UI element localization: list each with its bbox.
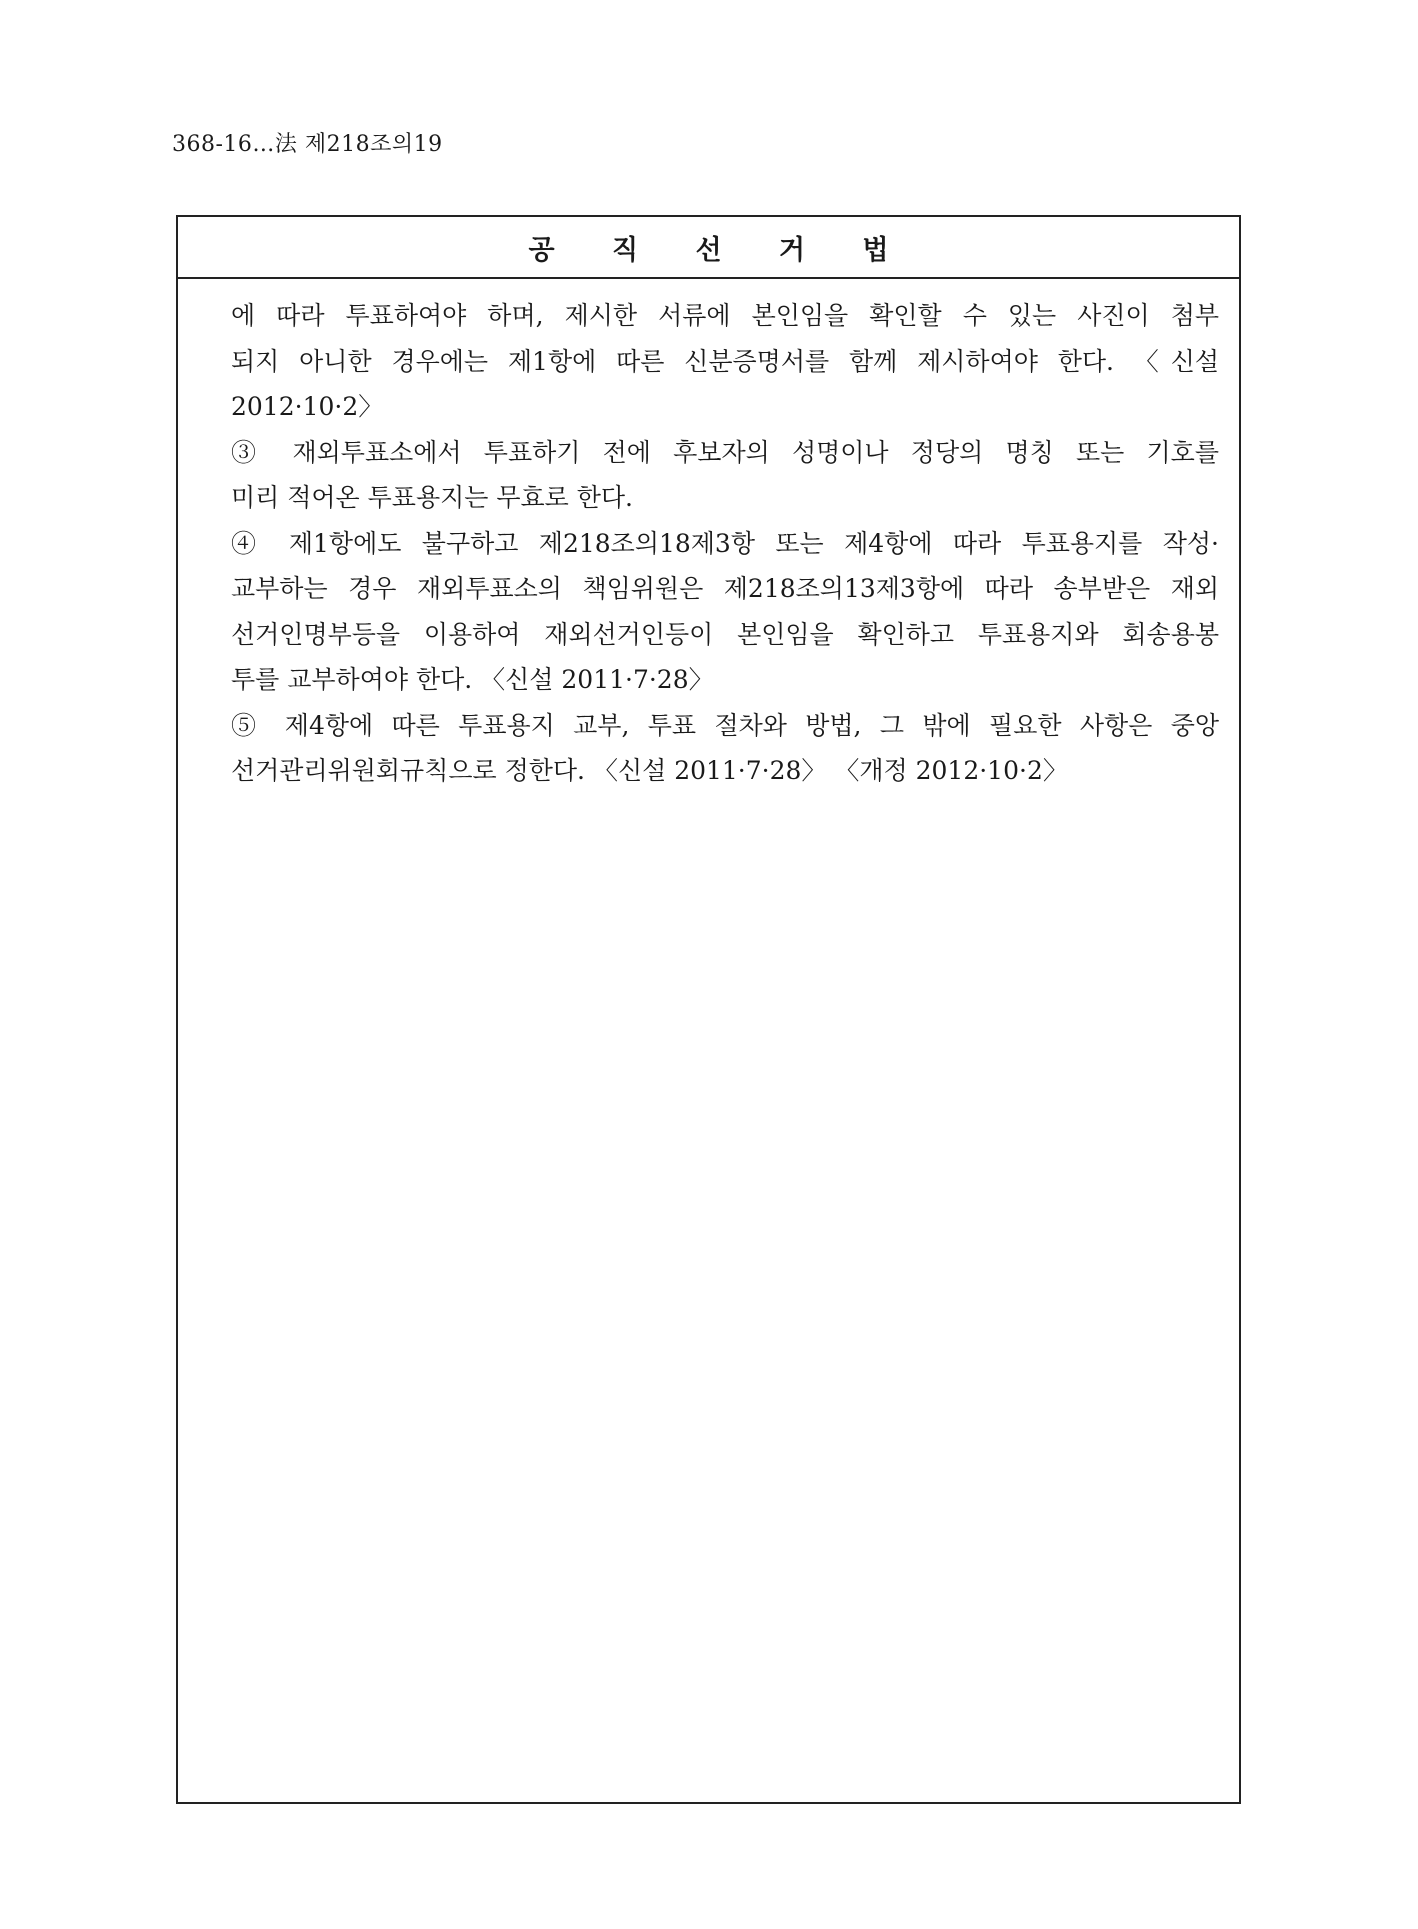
text-line: 되지 아니한 경우에는 제1항에 따른 신분증명서를 함께 제시하여야 한다. 〈신설 [231, 346, 1219, 376]
paragraph-3 [231, 430, 1219, 521]
text-line: 교부하는 경우 재외투표소의 책임위원은 제218조의13제3항에 따라 송부받은 재외 [231, 574, 1219, 603]
paragraph-4 [231, 521, 1219, 703]
text-line: ④ 제1항에도 불구하고 제218조의18제3항 또는 제4항에 따라 투표용지를 작성· [231, 528, 1219, 558]
text-line: ③ 재외투표소에서 투표하기 전에 후보자의 성명이나 정당의 명칭 또는 기호를 [231, 437, 1219, 467]
paragraph-5 [231, 703, 1219, 794]
law-body [231, 293, 1219, 794]
text-line: ⑤ 제4항에 따른 투표용지 교부, 투표 절차와 방법, 그 밖에 필요한 사항은 중앙 [231, 710, 1219, 740]
running-header: 368-16…法 제218조의19 [172, 132, 443, 157]
text-line: 선거인명부등을 이용하여 재외선거인등이 본인임을 확인하고 투표용지와 회송용봉 [231, 619, 1219, 649]
paragraph-continuation [231, 293, 1219, 430]
law-text-frame [176, 215, 1241, 1804]
text-line: 투를 교부하여야 한다. 〈신설 2011·7·28〉 [231, 665, 714, 694]
frame-title: 공 직 선 거 법 [178, 217, 1239, 279]
text-line: 2012·10·2〉 [231, 392, 384, 421]
text-line: 에 따라 투표하여야 하며, 제시한 서류에 본인임을 확인할 수 있는 사진이 첨부 [231, 301, 1219, 330]
text-line: 미리 적어온 투표용지는 무효로 한다. [231, 483, 633, 512]
text-line: 선거관리위원회규칙으로 정한다. 〈신설 2011·7·28〉 〈개정 2012·10·2〉 [231, 756, 1068, 785]
